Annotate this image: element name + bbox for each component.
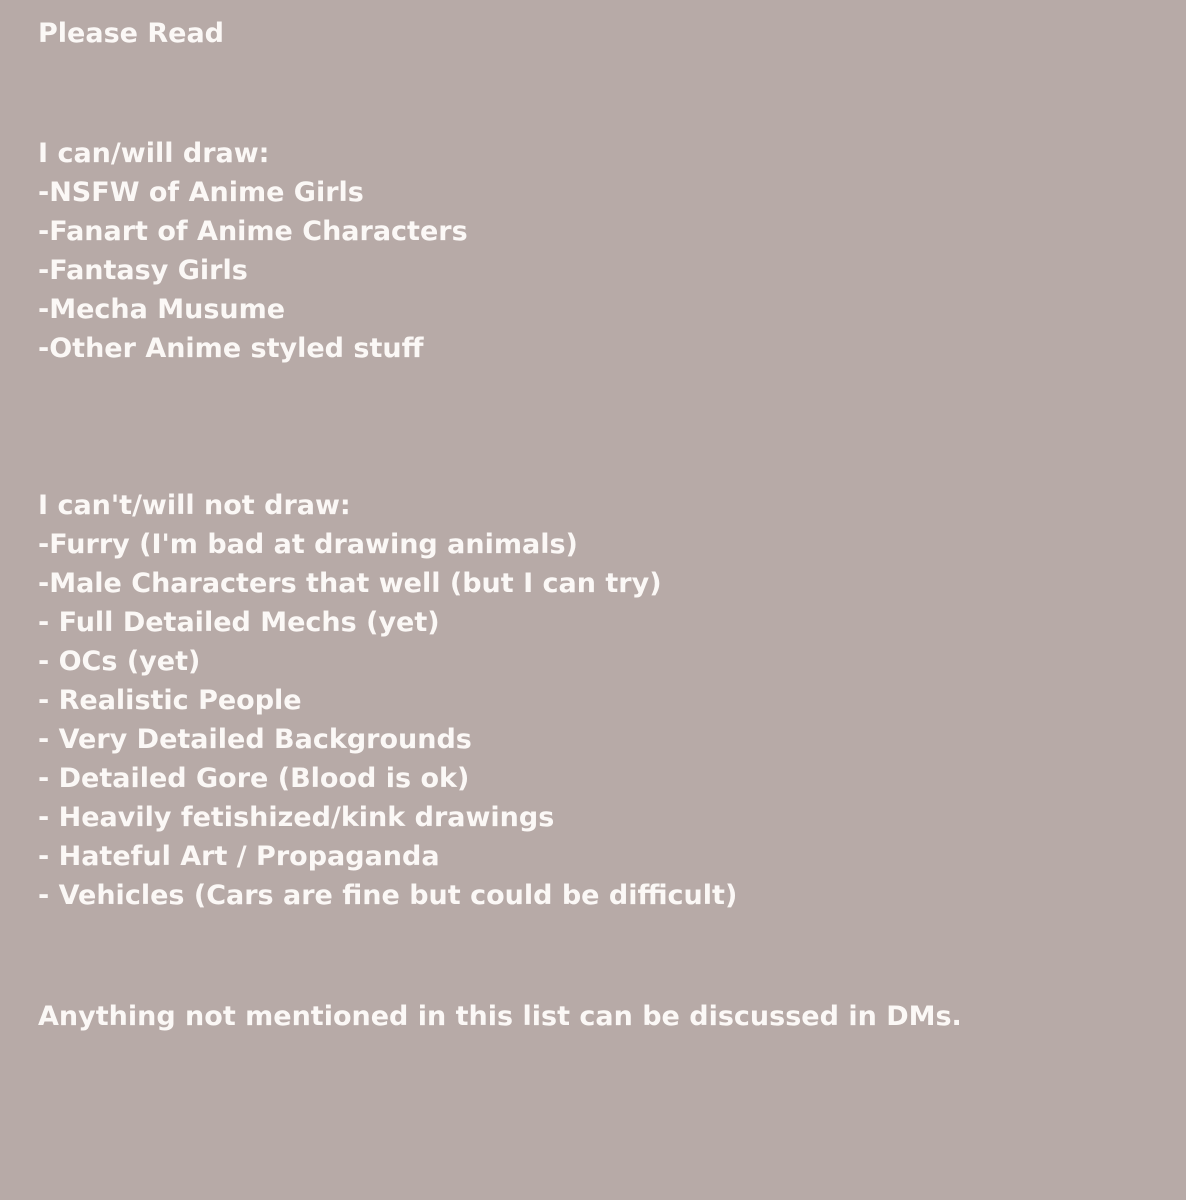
- document-page: [38, 14, 1158, 1184]
- can-draw-item: -Fantasy Girls: [38, 255, 248, 286]
- can-draw-item: -Other Anime styled stuff: [38, 333, 424, 364]
- footer-note: Anything not mentioned in this list can be discussed in DMs.: [38, 1001, 962, 1032]
- cannot-draw-item: -Furry (I'm bad at drawing animals): [38, 529, 578, 560]
- cannot-draw-item: - Very Detailed Backgrounds: [38, 724, 472, 755]
- cannot-draw-item: - Detailed Gore (Blood is ok): [38, 763, 470, 794]
- cannot-draw-item: - Hateful Art / Propaganda: [38, 841, 440, 872]
- cannot-draw-item: -Male Characters that well (but I can try): [38, 568, 662, 599]
- can-draw-list: [38, 173, 1158, 368]
- cannot-draw-item: - OCs (yet): [38, 646, 201, 677]
- cannot-draw-item: - Vehicles (Cars are fine but could be difficult): [38, 880, 738, 911]
- cannot-draw-item: - Realistic People: [38, 685, 302, 716]
- cannot-draw-item: - Full Detailed Mechs (yet): [38, 607, 440, 638]
- cannot-draw-list: [38, 525, 1158, 915]
- can-draw-item: -NSFW of Anime Girls: [38, 177, 364, 208]
- page-title: Please Read: [38, 18, 225, 49]
- can-draw-item: -Mecha Musume: [38, 294, 286, 325]
- can-draw-item: -Fanart of Anime Characters: [38, 216, 468, 247]
- cannot-draw-item: - Heavily fetishized/kink drawings: [38, 802, 555, 833]
- can-draw-heading: I can/will draw:: [38, 138, 270, 169]
- cannot-draw-heading: I can't/will not draw:: [38, 490, 351, 521]
